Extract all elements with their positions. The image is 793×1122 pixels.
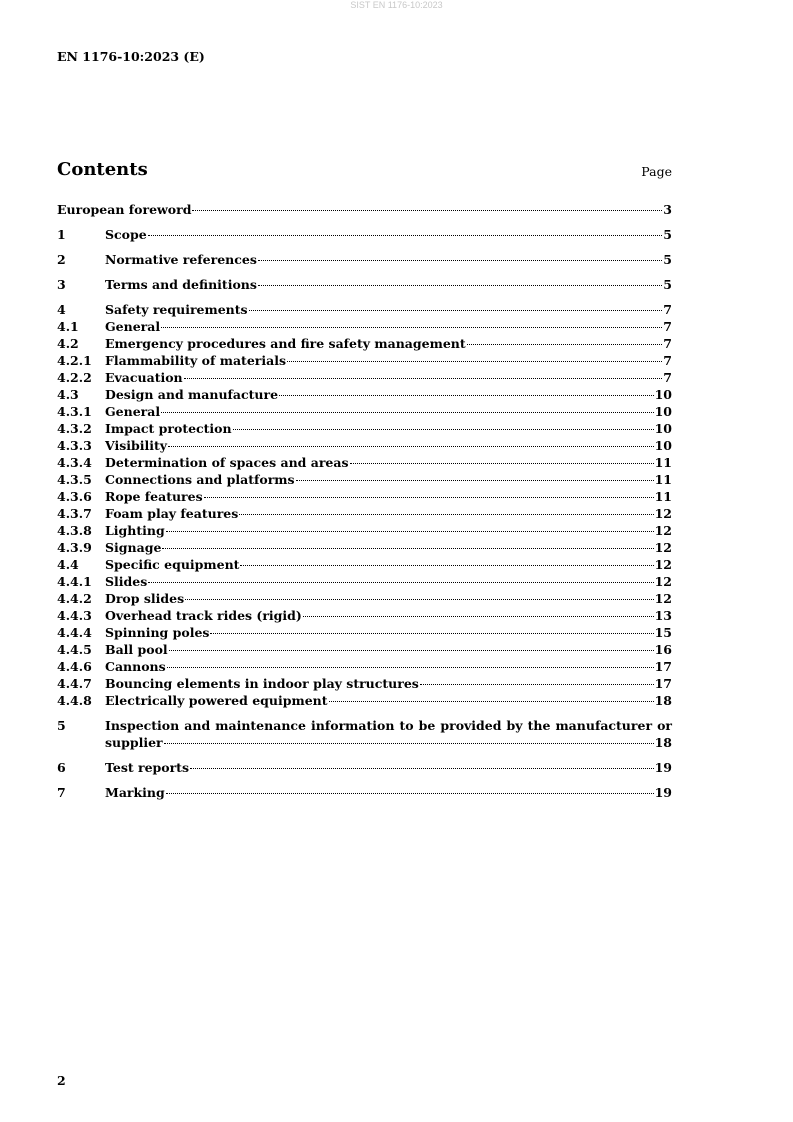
toc-number: 4.3.7 [57, 506, 92, 521]
toc-title: Spinning poles [105, 625, 210, 640]
toc-page: 7 [663, 353, 672, 368]
toc-number: 4.1 [57, 319, 79, 334]
toc-title: Determination of spaces and areas [105, 455, 349, 470]
toc-entry-4-3-4[interactable] [57, 454, 672, 471]
dot-leader [166, 531, 654, 532]
toc-number: 4.4.1 [57, 574, 92, 589]
toc-page: 19 [654, 785, 672, 800]
toc-page: 3 [663, 202, 672, 217]
toc-page: 5 [663, 277, 672, 292]
toc-entry-4-3[interactable] [57, 386, 672, 403]
dot-leader [279, 395, 654, 396]
toc-title: Test reports [105, 760, 189, 775]
toc-number: 5 [57, 718, 66, 733]
toc-title: Safety requirements [105, 302, 248, 317]
toc-entry-4-2[interactable] [57, 335, 672, 352]
toc-page: 18 [654, 735, 672, 750]
dot-leader [167, 667, 654, 668]
dot-leader [148, 582, 653, 583]
dot-leader [329, 701, 654, 702]
toc-title: Connections and platforms [105, 472, 295, 487]
toc-entry-3[interactable] [57, 276, 672, 293]
toc-number: 7 [57, 785, 66, 800]
toc-entry-4-2-1[interactable] [57, 352, 672, 369]
toc-title: Drop slides [105, 591, 185, 606]
toc-entry-4-4-1[interactable] [57, 573, 672, 590]
toc-number: 4.3.5 [57, 472, 92, 487]
toc-page: 17 [654, 659, 672, 674]
dot-leader [240, 565, 653, 566]
dot-leader [287, 361, 662, 362]
toc-number: 4.3.3 [57, 438, 92, 453]
toc-title: Lighting [105, 523, 165, 538]
dot-leader [192, 210, 662, 211]
toc-page: 10 [654, 438, 672, 453]
dot-leader [258, 260, 662, 261]
toc-page: 7 [663, 336, 672, 351]
toc-number: 4.4.6 [57, 659, 92, 674]
toc-title: Bouncing elements in indoor play structures [105, 676, 419, 691]
toc-page: 16 [654, 642, 672, 657]
toc-page: 10 [654, 404, 672, 419]
toc-title: Design and manufacture [105, 387, 279, 402]
dot-leader [420, 684, 654, 685]
toc-title: Specific equipment [105, 557, 240, 572]
dot-leader [161, 327, 662, 328]
toc-entry-4-1[interactable] [57, 318, 672, 335]
toc-page: 10 [654, 387, 672, 402]
toc-page: 12 [654, 540, 672, 555]
toc-entry-4-4-6[interactable] [57, 658, 672, 675]
toc-title: Slides [105, 574, 148, 589]
toc-page: 7 [663, 370, 672, 385]
dot-leader [350, 463, 654, 464]
toc-number: 4.3 [57, 387, 79, 402]
dot-leader [249, 310, 663, 311]
toc-number: 4.3.4 [57, 455, 92, 470]
dot-leader [190, 768, 654, 769]
toc-number: 4.3.2 [57, 421, 92, 436]
toc-page: 12 [654, 591, 672, 606]
dot-leader [162, 548, 653, 549]
toc-entry-4-4[interactable] [57, 556, 672, 573]
toc-title: General [105, 319, 161, 334]
toc-entry-5[interactable] [57, 717, 672, 751]
toc-title: Signage [105, 540, 162, 555]
dot-leader [258, 285, 662, 286]
dot-leader [184, 378, 663, 379]
dot-leader [239, 514, 653, 515]
toc-number: 4.4.3 [57, 608, 92, 623]
toc-number: 4.4.2 [57, 591, 92, 606]
toc-page: 7 [663, 302, 672, 317]
dot-leader [169, 650, 654, 651]
toc-entry-4-4-2[interactable] [57, 590, 672, 607]
toc-page: 7 [663, 319, 672, 334]
toc-title: European foreword [57, 202, 192, 217]
dot-leader [467, 344, 663, 345]
toc-title: Terms and definitions [105, 277, 257, 292]
dot-leader [161, 412, 653, 413]
page-number: 2 [57, 1073, 66, 1088]
watermark: SIST EN 1176-10:2023 [350, 0, 443, 10]
toc-title: Emergency procedures and fire safety management [105, 336, 466, 351]
toc-entry-7[interactable] [57, 784, 672, 801]
toc-number: 4.3.6 [57, 489, 92, 504]
toc-title: Electrically powered equipment [105, 693, 328, 708]
toc-entry-4-3-1[interactable] [57, 403, 672, 420]
toc-page: 12 [654, 557, 672, 572]
dot-leader [164, 743, 654, 744]
toc-entry-4-3-9[interactable] [57, 539, 672, 556]
toc-number: 3 [57, 277, 66, 292]
toc-title: Foam play features [105, 506, 239, 521]
toc-title: Cannons [105, 659, 166, 674]
toc-page: 15 [654, 625, 672, 640]
toc-entry-4-4-5[interactable] [57, 641, 672, 658]
toc-title-line-2: supplier [105, 735, 163, 750]
toc-entry-6[interactable] [57, 759, 672, 776]
toc-title: General [105, 404, 161, 419]
toc-number: 2 [57, 252, 66, 267]
toc-entry-4[interactable] [57, 301, 672, 318]
toc-number: 4.2.2 [57, 370, 92, 385]
toc-page: 13 [654, 608, 672, 623]
toc-entry-4-3-7[interactable] [57, 505, 672, 522]
toc-page: 11 [654, 455, 672, 470]
toc-page: 18 [654, 693, 672, 708]
toc-number: 4.4.4 [57, 625, 92, 640]
dot-leader [303, 616, 654, 617]
toc-number: 1 [57, 227, 66, 242]
toc-entry-4-4-3[interactable] [57, 607, 672, 624]
toc-number: 4 [57, 302, 66, 317]
toc-page: 5 [663, 252, 672, 267]
dot-leader [210, 633, 653, 634]
toc-number: 4.3.1 [57, 404, 92, 419]
toc-title: Ball pool [105, 642, 168, 657]
toc-entry-1[interactable] [57, 226, 672, 243]
toc-entry-4-4-7[interactable] [57, 675, 672, 692]
toc-title: Scope [105, 227, 147, 242]
toc-title-line-1: Inspection and maintenance information to be provided by the manufacturer or [105, 718, 672, 733]
toc-number: 4.4.5 [57, 642, 92, 657]
contents-heading: Contents [57, 159, 148, 180]
toc-page: 17 [654, 676, 672, 691]
toc-page: 11 [654, 472, 672, 487]
toc-page: 12 [654, 523, 672, 538]
toc-entry-4-3-8[interactable] [57, 522, 672, 539]
toc-number: 4.2 [57, 336, 79, 351]
dot-leader [233, 429, 654, 430]
toc-number: 4.4 [57, 557, 79, 572]
toc-number: 4.4.7 [57, 676, 92, 691]
toc-page: 11 [654, 489, 672, 504]
toc-entry-4-3-2[interactable] [57, 420, 672, 437]
toc-entry-2[interactable] [57, 251, 672, 268]
document-id: EN 1176-10:2023 (E) [57, 49, 205, 64]
dot-leader [166, 793, 654, 794]
toc-page: 5 [663, 227, 672, 242]
toc-title: Normative references [105, 252, 257, 267]
toc-title: Marking [105, 785, 165, 800]
dot-leader [148, 235, 663, 236]
toc-title: Flammability of materials [105, 353, 286, 368]
toc-page: 12 [654, 506, 672, 521]
toc-page: 10 [654, 421, 672, 436]
dot-leader [168, 446, 654, 447]
toc-page: 12 [654, 574, 672, 589]
toc-entry-4-2-2[interactable] [57, 369, 672, 386]
page-column-label: Page [641, 164, 672, 179]
toc-title: Evacuation [105, 370, 183, 385]
toc-title: Rope features [105, 489, 203, 504]
dot-leader [204, 497, 654, 498]
dot-leader [185, 599, 653, 600]
toc-number: 4.2.1 [57, 353, 92, 368]
toc-entry-foreword[interactable] [57, 201, 672, 218]
toc-number: 4.3.8 [57, 523, 92, 538]
table-of-contents [57, 201, 672, 801]
toc-entry-4-4-4[interactable] [57, 624, 672, 641]
dot-leader [296, 480, 654, 481]
toc-title: Overhead track rides (rigid) [105, 608, 302, 623]
toc-number: 4.3.9 [57, 540, 92, 555]
toc-entry-4-3-6[interactable] [57, 488, 672, 505]
toc-page: 19 [654, 760, 672, 775]
toc-entry-4-3-5[interactable] [57, 471, 672, 488]
toc-title: Impact protection [105, 421, 232, 436]
toc-title: Visibility [105, 438, 168, 453]
toc-entry-4-3-3[interactable] [57, 437, 672, 454]
toc-entry-4-4-8[interactable] [57, 692, 672, 709]
toc-number: 4.4.8 [57, 693, 92, 708]
toc-number: 6 [57, 760, 66, 775]
